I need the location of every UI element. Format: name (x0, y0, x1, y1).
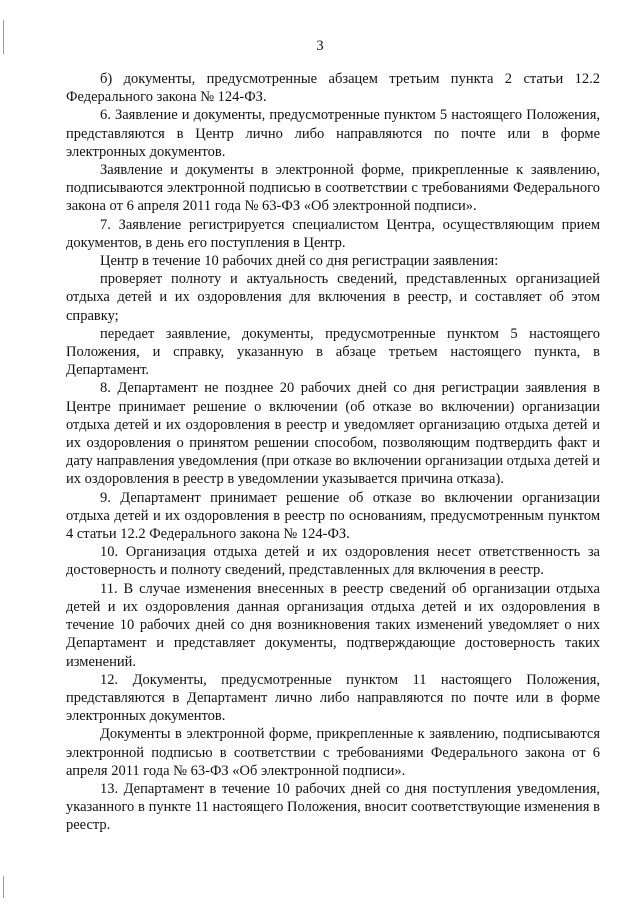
paragraph-clause-11: 11. В случае изменения внесенных в реестр сведений об организации отдыха детей и их оздоровления данная организация отдыха детей и их оздоровления в течение 10 рабочих дней со дня возникновения таких изменений уведомляет о них Департамент и представляет документы, подтверждающие достоверность таких изменений. (66, 580, 600, 670)
document-body (66, 70, 600, 835)
paragraph-transfer-documents: передает заявление, документы, предусмотренные пунктом 5 настоящего Положения, и справку, указанную в абзаце третьем настоящего пункта, в Департамент. (66, 325, 600, 379)
paragraph-clause-12: 12. Документы, предусмотренные пунктом 11 настоящего Положения, представляются в Департамент лично либо направляются по почте или в форме электронных документов. (66, 671, 600, 725)
paragraph-clause-7: 7. Заявление регистрируется специалистом Центра, осуществляющим прием документов, в день его поступления в Центр. (66, 216, 600, 251)
paragraph-item-b: б) документы, предусмотренные абзацем третьим пункта 2 статьи 12.2 Федерального закона № 124-ФЗ. (66, 71, 600, 106)
paragraph-clause-10: 10. Организация отдыха детей и их оздоровления несет ответственность за достоверность и полноту сведений, представленных для включения в реестр. (66, 544, 600, 579)
paragraph-clause-8: 8. Департамент не позднее 20 рабочих дней со дня регистрации заявления в Центре принимает решение о включении (об отказе во включении) организации отдыха детей и их оздоровления в реестр и уведомляет организацию отдыха детей и их оздоровления о принятом решении способом, позволяющим подтвердить факт и дату направления уведомления (при отказе во включении организации отдыха детей и их оздоровления в реестр в уведомлении указывается причина отказа). (66, 380, 600, 488)
paragraph-center-duties: Центр в течение 10 рабочих дней со дня регистрации заявления: (100, 253, 499, 270)
paragraph-clause-6: 6. Заявление и документы, предусмотренные пунктом 5 настоящего Положения, представляются в Центр лично либо направляются по почте или в форме электронных документов. (66, 107, 600, 160)
paragraph-electronic-documents: Документы в электронной форме, прикрепленные к заявлению, подписываются электронной подписью в соответствии с требованиями Федерального закона от 6 апреля 2011 года № 63-ФЗ «Об электронной подписи». (66, 726, 600, 779)
page-number: 3 (316, 38, 324, 54)
paragraph-check-completeness: проверяет полноту и актуальность сведений, представленных организацией отдыха детей и их оздоровления для включения в реестр, и составляет об этом справку; (66, 271, 600, 324)
scan-edge-mark (3, 876, 4, 898)
paragraph-electronic-signature: Заявление и документы в электронной форме, прикрепленные к заявлению, подписываются электронной подписью в соответствии с требованиями Федерального закона от 6 апреля 2011 года № 63-ФЗ «Об электронной подписи». (66, 162, 600, 215)
paragraph-clause-13: 13. Департамент в течение 10 рабочих дней со дня поступления уведомления, указанного в пункте 11 настоящего Положения, вносит соответствующие изменения в реестр. (66, 780, 600, 834)
paragraph-clause-9: 9. Департамент принимает решение об отказе во включении организации отдыха детей и их оздоровления в реестр по основаниям, предусмотренным пунктом 4 статьи 12.2 Федерального закона № 124-ФЗ. (66, 489, 600, 543)
